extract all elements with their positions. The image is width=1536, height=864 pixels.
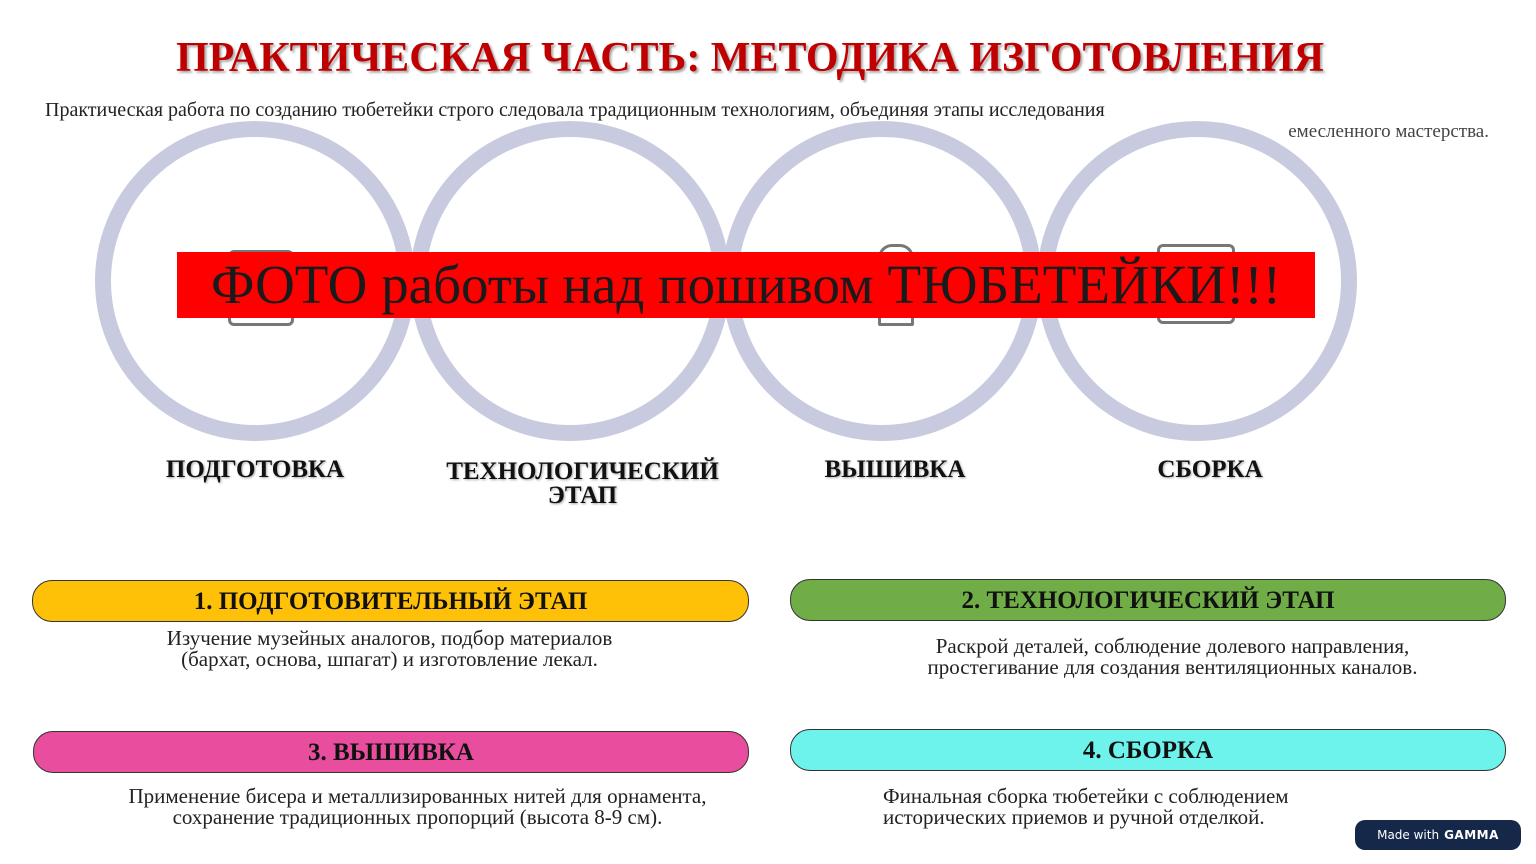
stage-label-technology-line1: ТЕХНОЛОГИЧЕСКИЙ bbox=[446, 458, 719, 485]
step-3-header: 3. ВЫШИВКА bbox=[33, 731, 749, 773]
photo-placeholder-banner: ФОТО работы над пошивом ТЮБЕТЕЙКИ!!! bbox=[177, 252, 1315, 318]
step-3-desc-line2: сохранение традиционных пропорций (высота 8-9 см). bbox=[172, 805, 663, 829]
intro-line-2: емесленного мастерства. bbox=[1288, 121, 1489, 142]
made-with-gamma-badge[interactable] bbox=[1355, 820, 1521, 850]
stage-label-technology-line2: ЭТАП bbox=[547, 482, 618, 509]
step-1-desc-line1: Изучение музейных аналогов, подбор материалов bbox=[166, 626, 613, 650]
step-2-desc-line2: простегивание для создания вентиляционных каналов. bbox=[927, 655, 1418, 679]
stage-label-assembly: СБОРКА bbox=[1157, 456, 1263, 483]
gamma-logo: GAMMA bbox=[1444, 828, 1499, 842]
stage-label-embroidery: ВЫШИВКА bbox=[824, 456, 966, 483]
stage-label-preparation: ПОДГОТОВКА bbox=[165, 456, 345, 483]
step-1-header: 1. ПОДГОТОВИТЕЛЬНЫЙ ЭТАП bbox=[32, 580, 749, 622]
step-3-desc-line1: Применение бисера и металлизированных нитей для орнамента, bbox=[128, 784, 707, 808]
page-title: ПРАКТИЧЕСКАЯ ЧАСТЬ: МЕТОДИКА ИЗГОТОВЛЕНИЯ bbox=[175, 35, 1325, 81]
step-3-description bbox=[60, 786, 775, 828]
step-2-description bbox=[815, 636, 1530, 678]
intro-line-1: Практическая работа по созданию тюбетейки строго следовала традиционным технологиям, объединяя этапы исследования bbox=[45, 99, 1105, 121]
step-1-desc-line2: (бархат, основа, шпагат) и изготовление лекал. bbox=[181, 647, 598, 671]
step-4-desc-line2: исторических приемов и ручной отделкой. bbox=[883, 805, 1265, 829]
stage-label-technology bbox=[420, 460, 745, 508]
step-4-desc-line1: Финальная сборка тюбетейки с соблюдением bbox=[883, 784, 1289, 808]
step-2-header: 2. ТЕХНОЛОГИЧЕСКИЙ ЭТАП bbox=[790, 579, 1506, 621]
step-2-desc-line1: Раскрой деталей, соблюдение долевого направления, bbox=[935, 634, 1410, 658]
step-1-description bbox=[32, 628, 747, 670]
badge-prefix: Made with bbox=[1377, 828, 1440, 842]
step-4-header: 4. СБОРКА bbox=[790, 729, 1506, 771]
step-4-description bbox=[883, 786, 1403, 828]
